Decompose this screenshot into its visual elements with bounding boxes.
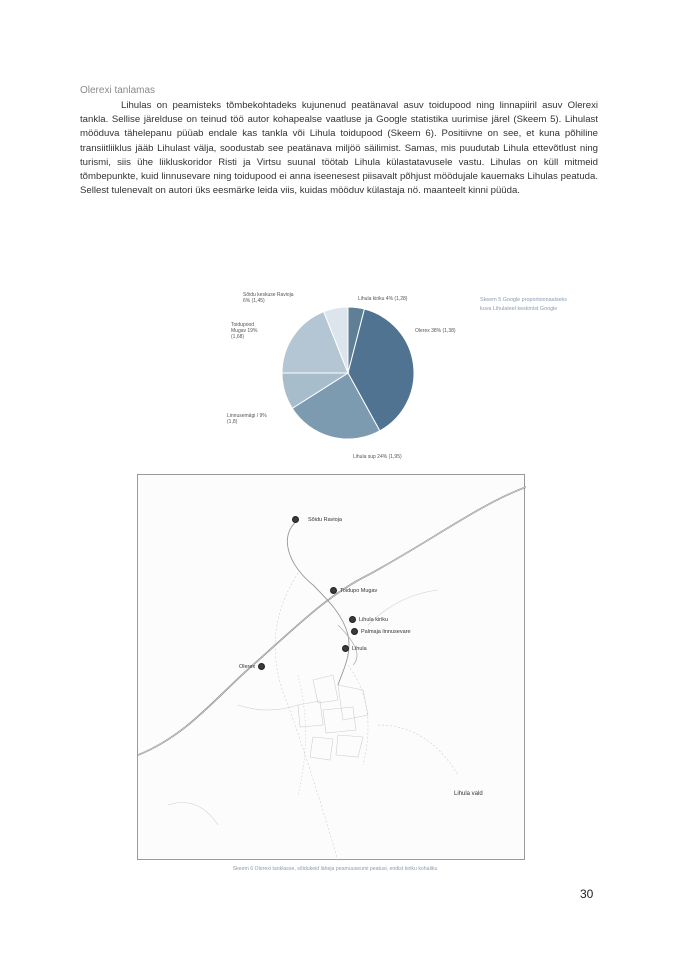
poi-kiriku <box>349 616 388 623</box>
poi-marker-icon <box>349 616 356 623</box>
pie-label-ravioja: Sõidu keskuse Ravioja 6% (1,45) <box>243 292 294 304</box>
poi-marker-icon <box>258 663 265 670</box>
pie-label-sup: Lihula sup 24% (1,95) <box>353 454 402 460</box>
pie-label-mugav: Toidupood Mugav 19% (1,68) <box>231 322 258 340</box>
poi-linnusevare <box>351 628 411 635</box>
poi-marker-icon <box>342 645 349 652</box>
pie-label-kiriku: Lihula kiriku 4% (1,28) <box>358 296 408 302</box>
map-caption: Skeem 6 Olerexi tanklasse, sõidukeid läheja peamuuseumi peatusi, endist kiriku kohaliku <box>232 866 438 872</box>
poi-label: Toidupo Mugav <box>340 587 378 594</box>
poi-marker-icon <box>330 587 337 594</box>
pie-label-linnusemagi: Linnusemägi / 9% (1,8) <box>227 413 267 425</box>
poi-mugav <box>330 587 377 594</box>
pie-chart-svg <box>215 290 465 465</box>
poi-marker-icon <box>292 516 299 523</box>
body-paragraph: Lihulas on peamisteks tõmbekohtadeks kujunenud peatänaval asuv toidupood ning linnapiiril asuv Olerexi tankla. Sellise järelduse on teinud töö autor kohapealse vaatluse ja Google statistika uurimise järel (Skeem 5). Lihulast mööduva tähelepanu püüab endale kas tankla või Lihula toidupood (Skeem 6). Positiivne on see, et kuna põhiline transiitliiklus jääb Lihulast välja, soodustab see peatänava miljöö säilimist. Samas, mis puudutab Lihula ettevõtlust ning turismi, siis ühe liikluskoridor Risti ja Virtsu suunal töötab Lihula külastatavusele vastu. Lihulas on küll mitmeid tõmbepunkte, kuid linnusevare ning toidupood ei anna iseenesest piisavalt põhjust möödujale kauemaks Lihulas peatuda. Sellest tulenevalt on autori üks eesmärke leida viis, kuidas mööduv külastaja nö. maanteelt kinni püüda. <box>80 100 598 197</box>
map-region-label: Lihula vald <box>454 791 483 797</box>
poi-label: Sõidu Ravioja <box>308 516 342 523</box>
poi-label: Olerex <box>239 663 256 670</box>
page-number: 30 <box>580 887 594 901</box>
pie-caption: Skeem 5 Google proportsionaalseks kuva Lihulateel keskmist Google <box>480 297 567 312</box>
pie-chart <box>215 290 465 465</box>
pie-label-olerex: Olerex 38% (1,38) <box>415 328 456 334</box>
map <box>137 474 525 860</box>
poi-label: Lihula kiriku <box>359 616 389 623</box>
poi-label: Lihula <box>352 645 367 652</box>
poi-ravioja <box>292 516 342 523</box>
section-title: Olerexi tanlamas <box>80 85 156 96</box>
poi-lihula <box>342 645 367 652</box>
poi-label: Palmaja linnusevare <box>361 628 411 635</box>
map-drawing <box>138 475 526 861</box>
poi-marker-icon <box>351 628 358 635</box>
poi-olerex <box>239 663 265 670</box>
